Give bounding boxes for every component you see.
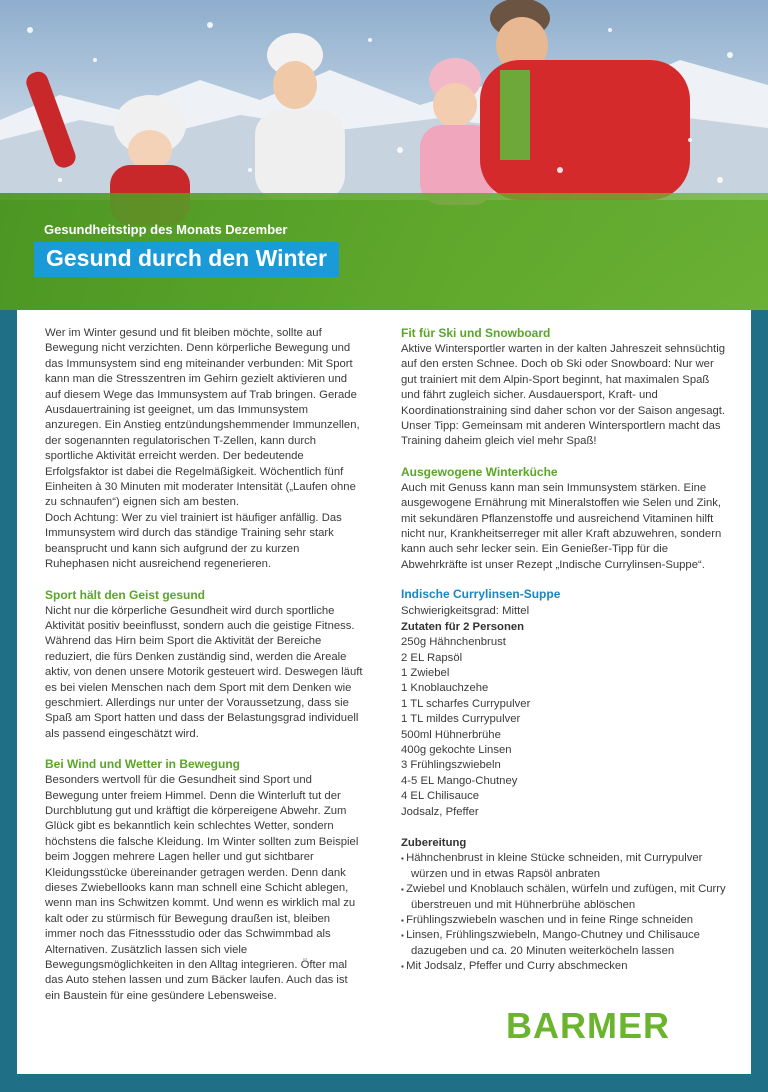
ingredient-item: 1 Zwiebel xyxy=(401,666,450,679)
recipe-difficulty: Schwierigkeitsgrad: Mittel xyxy=(401,605,530,618)
section-text-sport-geist: Nicht nur die körperliche Gesundheit wird durch sportliche Aktivität positiv beeinflusst, sondern auch die geistige Fitness. Während das Hirn beim Sport die Aktivität der Bereiche reduziert, die fürs Denken zuständig sind, werden die Areale aktiv, von denen unsere Motorik gesteuert wird. Deswegen läuft es bei vielen Menschen nach dem Sport mit dem Denken wie geschmiert. Allerdings nur unter der Voraussetzung, dass sie Spaß am Sport hatten und dass der Belastungsgrad individuell als passend eingeschätzt wird. xyxy=(45,604,363,740)
header-kicker: Gesundheitstipp des Monats Dezember xyxy=(44,222,288,237)
headline-box xyxy=(34,242,339,277)
left-column xyxy=(45,326,363,1004)
prep-steps xyxy=(401,851,731,974)
recipe-servings: Zutaten für 2 Personen xyxy=(401,620,525,633)
prep-heading: Zubereitung xyxy=(401,836,467,849)
ingredient-list xyxy=(401,635,731,820)
intro-paragraph-1: Wer im Winter gesund und fit bleiben möchte, sollte auf Bewegung nicht verzichten. Denn körperliche Bewegung und das Immunsystem sind eng miteinander verbunden: Mit Sport kann man die Stresszentren im Gehirn gezielt aktivieren und auf diesem Wege das Immunsystem auf Trab bringen. Gerade Ausdauertraining ist geeignet, um das Immunsystem anzuregen. Ein Anstieg entzündungshemmender Immunzellen, der sogenannten regulatorischen T-Zellen, kann durch sportliche Aktivität erreicht werden. Der bedeutende Erfolgsfaktor ist dabei die Regelmäßigkeit. Wöchentlich fünf Einheiten à 30 Minuten mit moderater Intensität („Laufen ohne zu schnaufen“) eignen sich am besten. xyxy=(45,327,360,509)
prep-step: ▪ Zwiebel und Knoblauch schälen, würfeln und zufügen, mit Curry überstreuen und mit Hühnerbrühe ablöschen xyxy=(401,882,731,913)
prep-step: ▪ Hähnchenbrust in kleine Stücke schneiden, mit Currypulver würzen und in etwas Rapsöl anbraten xyxy=(401,851,731,882)
header-photo xyxy=(0,0,768,310)
section-text-winterkueche: Auch mit Genuss kann man sein Immunsystem stärken. Eine ausgewogene Ernährung mit Mineralstoffen wie Selen und Zink, mit sekundären Pflanzenstoffe und ausreichend Vitaminen hilft nicht nur, Krankheitserreger mit aller Kraft abzuwehren, sondern kann auch sehr lecker sein. Ein Genießer-Tipp für die Abwehrkräfte ist unser Rezept „Indische Currylinsen-Suppe“. xyxy=(401,481,722,571)
section-heading-sport-geist: Sport hält den Geist gesund xyxy=(45,587,206,602)
barmer-logo: BARMER xyxy=(506,1005,670,1046)
recipe-title: Indische Currylinsen-Suppe xyxy=(401,587,561,602)
section-heading-wind-wetter: Bei Wind und Wetter in Bewegung xyxy=(45,757,240,772)
right-column xyxy=(401,326,731,975)
ingredient-item: 1 Knoblauchzehe xyxy=(401,682,489,695)
ingredient-item: 4 EL Chilisauce xyxy=(401,790,480,803)
ingredient-item: 2 EL Rapsöl xyxy=(401,651,463,664)
ingredient-item: 400g gekochte Linsen xyxy=(401,743,512,756)
ingredient-item: 1 TL scharfes Currypulver xyxy=(401,697,531,710)
ingredient-item: 3 Frühlingszwiebeln xyxy=(401,759,501,772)
ingredient-item: 4-5 EL Mango-Chutney xyxy=(401,774,518,787)
prep-step: ▪ Mit Jodsalz, Pfeffer und Curry abschmecken xyxy=(401,959,731,974)
ingredient-item: 500ml Hühnerbrühe xyxy=(401,728,501,741)
intro-paragraph-2: Doch Achtung: Wer zu viel trainiert ist häufiger anfällig. Das Immunsystem wird durch das ständige Training sehr stark beansprucht und kann sich aufgrund der zu kurzen Ruhephasen nicht ausreichend regenerieren. xyxy=(45,511,342,571)
ingredient-item: 250g Hähnchenbrust xyxy=(401,636,506,649)
section-heading-winterkueche: Ausgewogene Winterküche xyxy=(401,464,558,479)
page-title: Gesund durch den Winter xyxy=(46,245,327,271)
ingredient-item: 1 TL mildes Currypulver xyxy=(401,713,521,726)
section-text-wind-wetter: Besonders wertvoll für die Gesundheit sind Sport und Bewegung unter freiem Himmel. Denn die Winterluft tut der Durchblutung gut und kräftigt die körpereigene Abwehr. Zum Glück gibt es bekanntlich kein schlechtes Wetter, sondern höchstens die falsche Kleidung. Im Winter sollten zum Beispiel beim Joggen mehrere Lagen heller und gut sichtbarer Kleidungsstücke übereinander getragen werden. Denn dank dieses Zwiebellooks kann man schnell eine Schicht ablegen, wenn man ins Schwitzen kommt. Und wenn es wirklich mal zu kalt oder zu stürmisch für Bewegung draußen ist, bleiben immer noch das Fitnessstudio oder das Schwimmbad als Alternativen. Zusätzlich lassen sich viele Bewegungsmöglichkeiten in den Alltag integrieren. Öfter mal das Auto stehen lassen und zum Bäcker laufen. Auch das ist ein Baustein für eine gesündere Lebensweise. xyxy=(45,774,359,1002)
ingredient-item: Jodsalz, Pfeffer xyxy=(401,805,479,818)
section-text-ski: Aktive Wintersportler warten in der kalten Jahreszeit sehnsüchtig auf den ersten Schnee. Doch ob Ski oder Snowboard: Nur wer gut trainiert mit dem Alpin-Sport beginnt, hat maximalen Spaß und fährt zugleich sicher. Ausdauersport, Kraft- und Koordinationstraining sind daher schon vor der Saison angesagt. Unser Tipp: Gemeinsam mit anderen Wintersportlern macht das Training daheim gleich viel mehr Spaß! xyxy=(401,343,726,448)
prep-step: ▪ Frühlingszwiebeln waschen und in feine Ringe schneiden xyxy=(401,913,731,928)
prep-step: ▪ Linsen, Frühlingszwiebeln, Mango-Chutney und Chilisauce dazugeben und ca. 20 Minuten weiterköcheln lassen xyxy=(401,928,731,959)
section-heading-ski: Fit für Ski und Snowboard xyxy=(401,326,551,340)
content-panel xyxy=(17,310,751,1074)
